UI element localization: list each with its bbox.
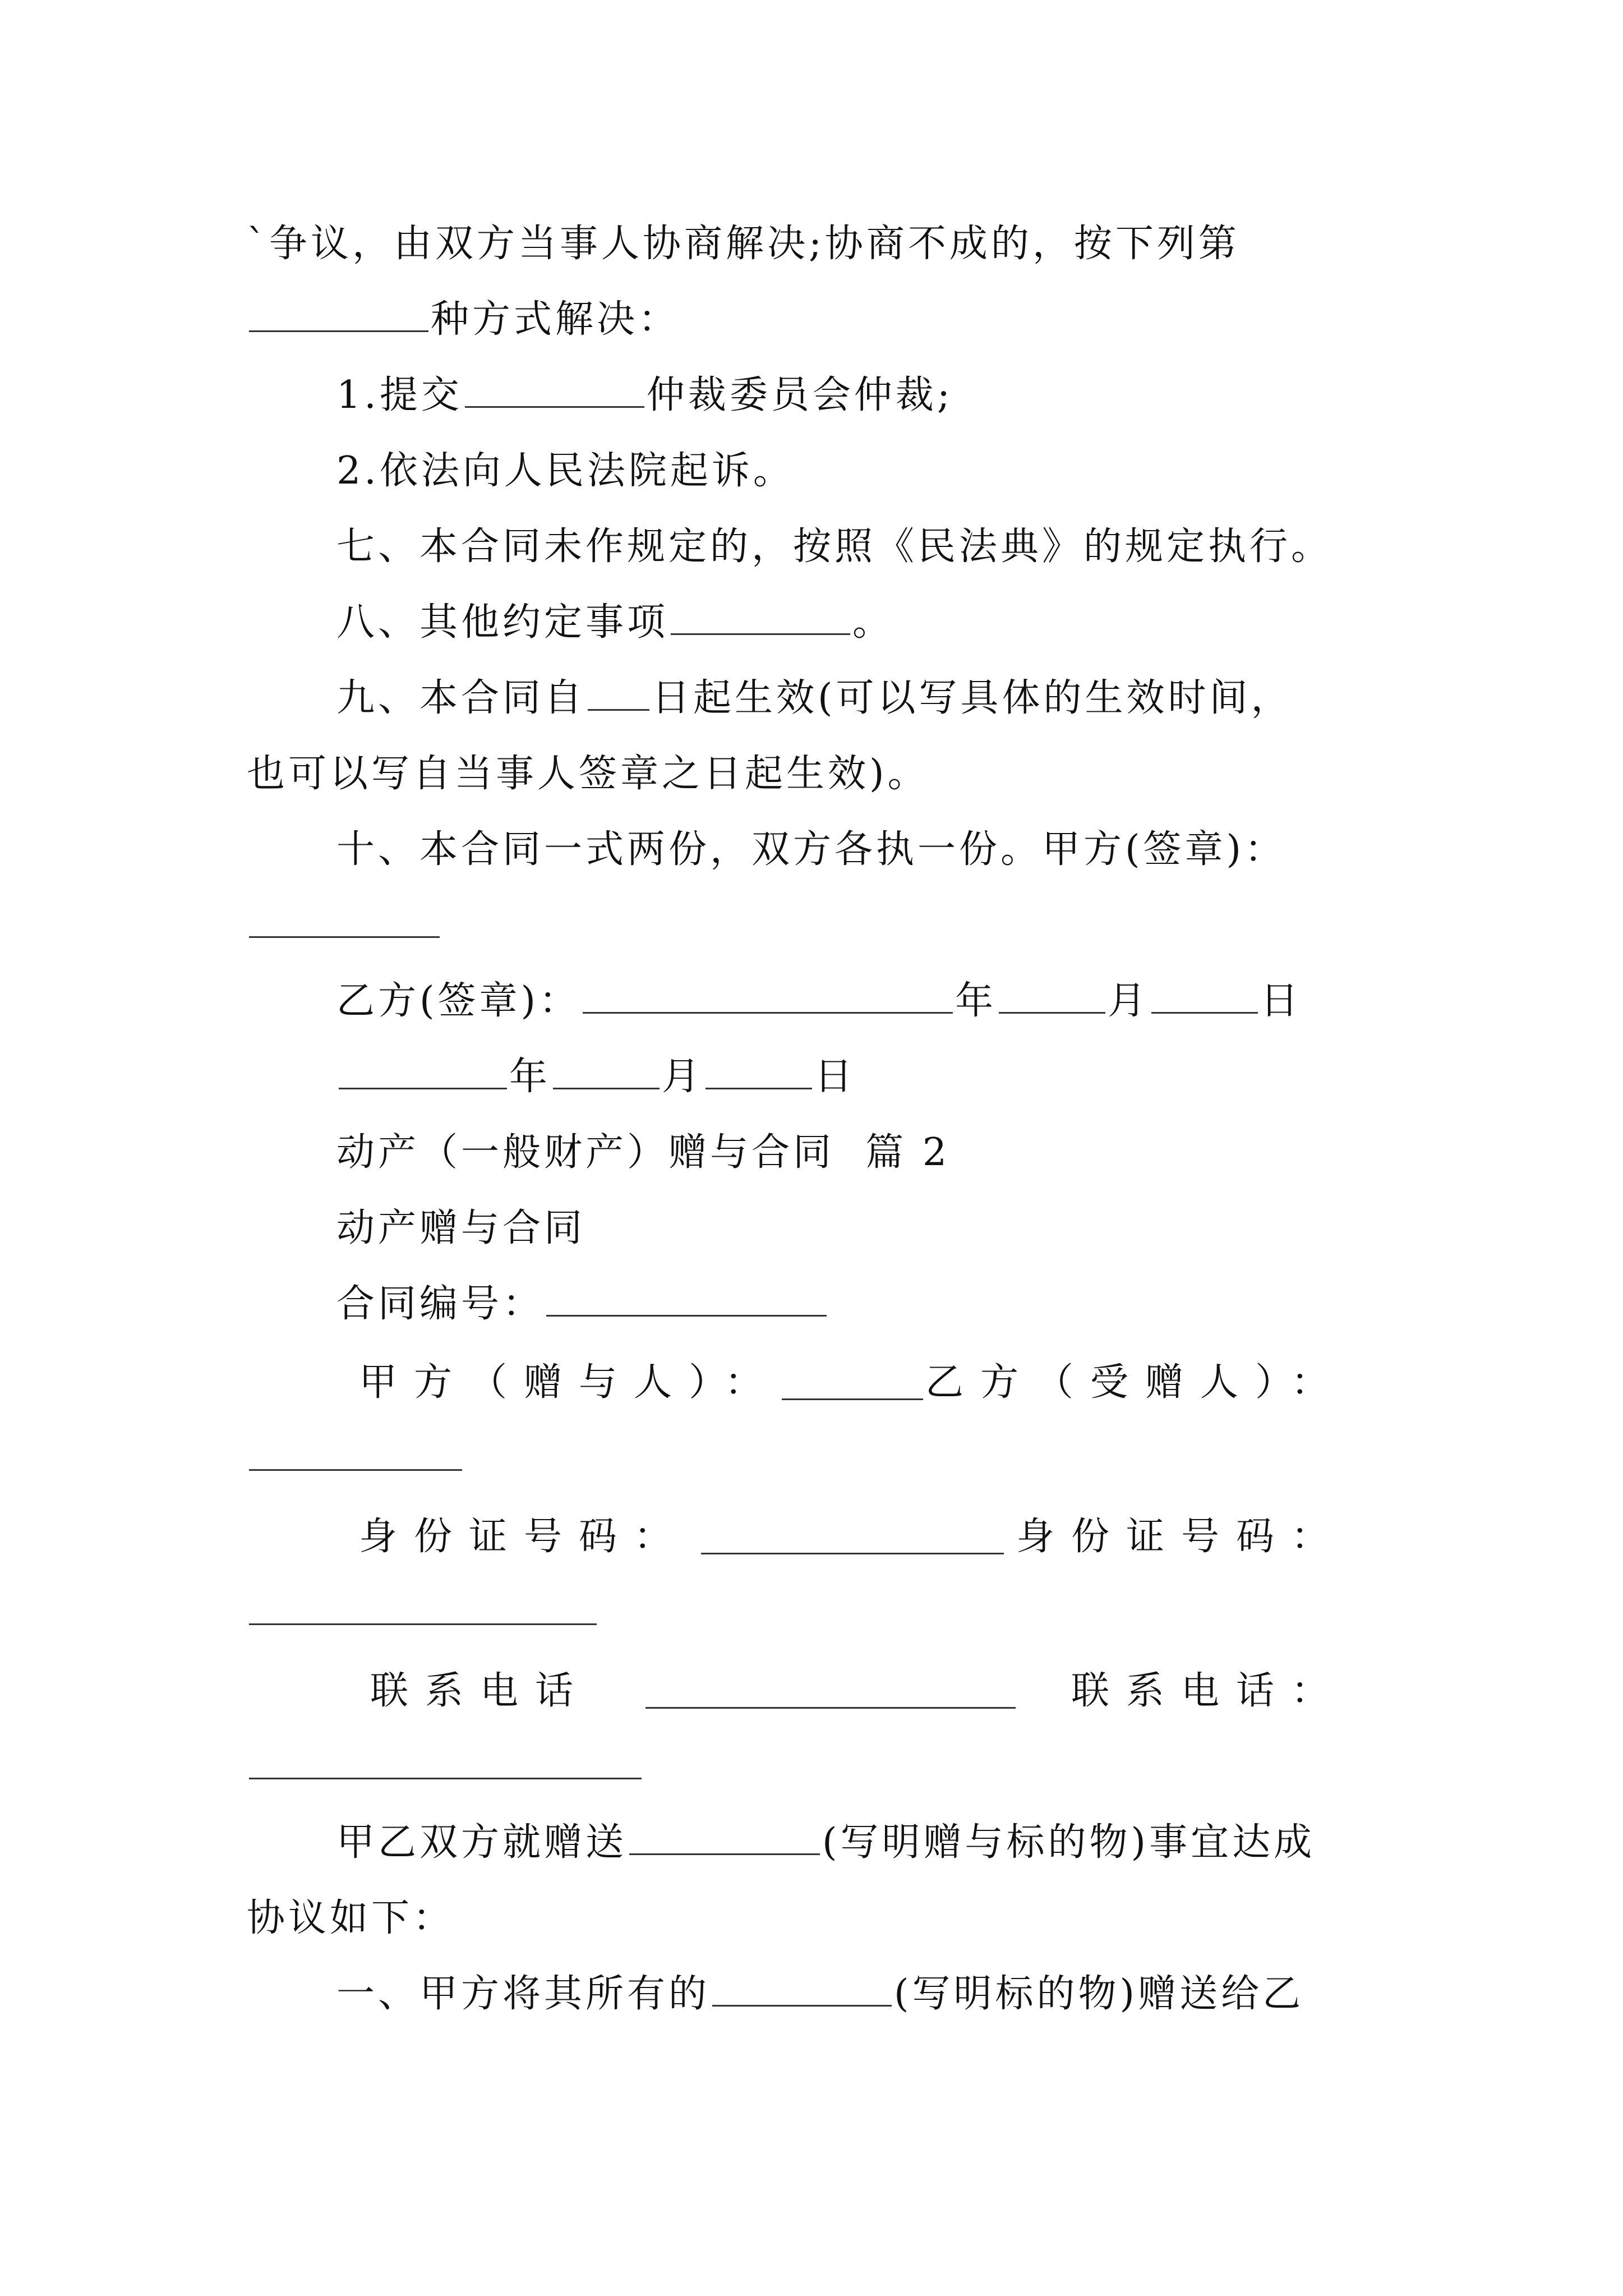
text-line	[336, 976, 1469, 1027]
fill-blank	[249, 1437, 462, 1471]
text-span: (写明赠与标的物)事宜达成	[822, 1820, 1316, 1865]
phone-label: 联系电话	[370, 1669, 591, 1713]
fill-blank	[999, 979, 1105, 1014]
text-span: 月	[662, 1055, 704, 1099]
text-span: 乙方(签章)：	[336, 979, 581, 1023]
text-line	[247, 900, 1380, 951]
text-line: 协议如下：	[247, 1896, 455, 1940]
text-span: 日起生效(可以写具体的生效时间，	[652, 676, 1293, 720]
text-span: 九、本合同自	[336, 676, 586, 720]
text-line	[336, 1052, 1469, 1102]
text-line: 七、本合同未作规定的，按照《民法典》的规定执行。	[336, 524, 1333, 569]
fill-blank	[249, 298, 428, 332]
text-span: 年	[955, 979, 997, 1023]
fill-blank	[671, 601, 850, 635]
text-span: 月	[1108, 979, 1150, 1023]
fill-blank	[1151, 979, 1258, 1014]
fill-blank	[712, 1972, 892, 2007]
fill-blank	[706, 1055, 812, 1089]
fill-blank	[553, 1055, 660, 1089]
contract-title: 动产赠与合同	[336, 1206, 586, 1250]
text-span: 合同编号：	[336, 1282, 545, 1326]
text-line: 2.依法向人民法院起诉。	[336, 449, 795, 493]
text-span: 1.提交	[336, 373, 463, 417]
fill-blank	[546, 1282, 827, 1317]
text-line: 也可以写自当事人签章之日起生效)。	[247, 752, 929, 796]
text-line	[336, 597, 1469, 648]
text-span: 日	[1260, 979, 1302, 1023]
id-line	[359, 1512, 1346, 1562]
fill-blank	[249, 1745, 642, 1779]
party-a-label: 甲方（赠与人）：	[359, 1360, 780, 1405]
text-span: (写明标的物)赠送给乙	[894, 1972, 1304, 2016]
fill-blank	[629, 1821, 820, 1855]
fill-blank	[465, 374, 644, 408]
text-span: 种方式解决：	[431, 297, 680, 342]
text-line	[247, 1433, 1380, 1484]
text-span: 。	[852, 600, 895, 645]
text-line	[336, 370, 1469, 421]
fill-blank	[588, 677, 649, 711]
party-b-label: 乙方（受赠人）：	[925, 1360, 1346, 1405]
text-line: 十、本合同一式两份，双方各执一份。甲方(签章)：	[336, 827, 1287, 872]
text-span: 八、其他约定事项	[336, 600, 669, 645]
text-line	[336, 1279, 1469, 1329]
fill-blank	[583, 979, 953, 1014]
text-line	[247, 295, 1380, 345]
section-title: 动产（一般财产）赠与合同 篇 2	[336, 1130, 951, 1175]
phone-label: 联系电话：	[1071, 1669, 1346, 1713]
text-span: 甲乙双方就赠送	[336, 1820, 628, 1865]
text-span: 一、甲方将其所有的	[336, 1972, 711, 2016]
text-line	[336, 1969, 1469, 2019]
text-line	[247, 1742, 1380, 1792]
fill-blank	[249, 904, 440, 938]
text-line	[336, 1818, 1469, 1868]
text-span: 年	[509, 1055, 551, 1099]
party-line	[359, 1358, 1346, 1408]
text-line	[247, 1588, 1380, 1638]
text-span: 仲裁委员会仲裁;	[646, 373, 953, 417]
fill-blank	[701, 1520, 1004, 1554]
text-line: `争议，由双方当事人协商解决;协商不成的，按下列第	[247, 222, 1240, 266]
phone-line	[370, 1666, 1346, 1717]
text-span: 日	[814, 1055, 856, 1099]
fill-blank	[782, 1366, 923, 1400]
fill-blank	[249, 1591, 597, 1625]
id-number-label: 身份证号码：	[1016, 1515, 1346, 1559]
fill-blank	[645, 1674, 1016, 1709]
id-number-label: 身份证号码：	[359, 1515, 689, 1559]
fill-blank	[339, 1055, 507, 1089]
text-line	[336, 673, 1469, 724]
